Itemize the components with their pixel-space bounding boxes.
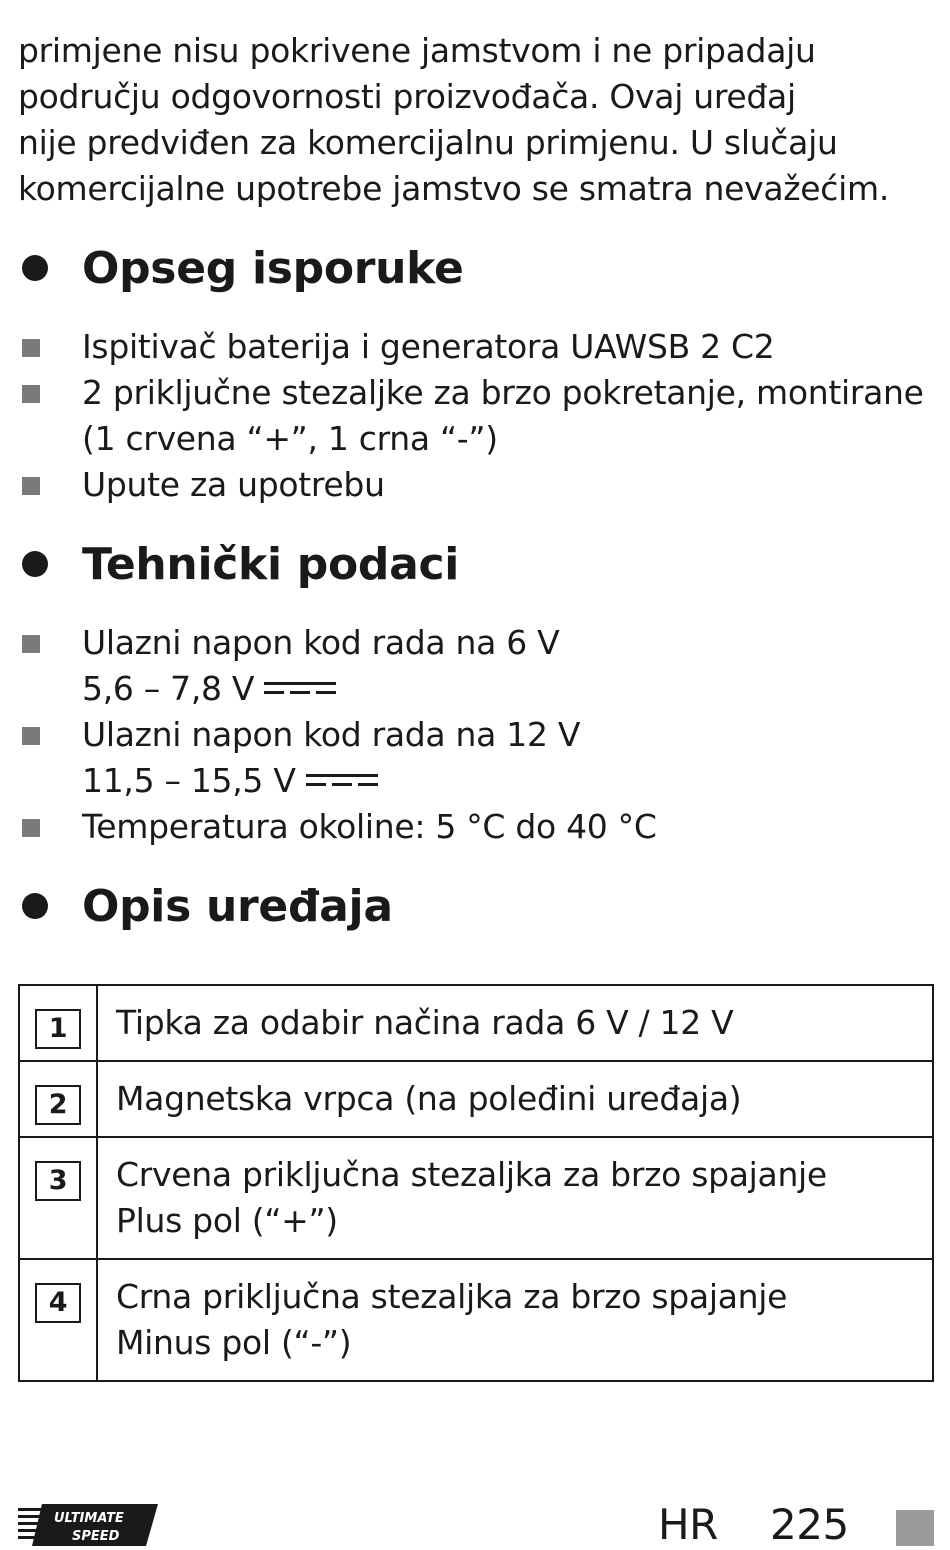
part-number: 4 bbox=[35, 1283, 81, 1323]
part-description: Magnetska vrpca (na poleđini uređaja) bbox=[97, 1061, 933, 1137]
direct-current-icon bbox=[264, 680, 336, 696]
part-description: Tipka za odabir načina rada 6 V / 12 V bbox=[97, 985, 933, 1061]
delivery-list bbox=[18, 324, 934, 508]
page-number: 225 bbox=[770, 1500, 849, 1549]
list-item: Ispitivač baterija i generatora UAWSB 2 C2 bbox=[18, 324, 934, 370]
intro-line: području odgovornosti proizvođača. Ovaj uređaj bbox=[18, 77, 796, 116]
list-item: Ulazni napon kod rada na 6 V 5,6 – 7,8 V bbox=[18, 620, 934, 712]
table-row bbox=[19, 1061, 933, 1137]
square-bullet-icon bbox=[22, 477, 40, 495]
square-bullet-icon bbox=[22, 635, 40, 653]
bullet-dot-icon bbox=[22, 551, 48, 577]
list-item: 2 priključne stezaljke za brzo pokretanje, montirane (1 crvena “+”, 1 crna “-”) bbox=[18, 370, 934, 462]
logo-line2: SPEED bbox=[72, 1529, 120, 1544]
table-row bbox=[19, 1137, 933, 1259]
list-item: Temperatura okoline: 5 °C do 40 °C bbox=[18, 804, 934, 850]
language-code: HR bbox=[658, 1500, 718, 1549]
table-row bbox=[19, 1259, 933, 1381]
page-marker bbox=[896, 1510, 934, 1546]
square-bullet-icon bbox=[22, 385, 40, 403]
part-number: 3 bbox=[35, 1161, 81, 1201]
part-number: 1 bbox=[35, 1009, 81, 1049]
list-item: Ulazni napon kod rada na 12 V 11,5 – 15,5 V bbox=[18, 712, 934, 804]
bullet-dot-icon bbox=[22, 893, 48, 919]
device-parts-table bbox=[18, 984, 934, 1382]
square-bullet-icon bbox=[22, 339, 40, 357]
part-description: Crvena priključna stezaljka za brzo spajanje Plus pol (“+”) bbox=[97, 1137, 933, 1259]
intro-paragraph bbox=[18, 28, 934, 212]
square-bullet-icon bbox=[22, 819, 40, 837]
technical-list bbox=[18, 620, 934, 850]
page-footer bbox=[0, 1490, 950, 1550]
logo-line1: ULTIMATE bbox=[54, 1511, 124, 1526]
bullet-dot-icon bbox=[22, 255, 48, 281]
page-content bbox=[18, 28, 934, 1382]
part-number: 2 bbox=[35, 1085, 81, 1125]
list-item: Upute za upotrebu bbox=[18, 462, 934, 508]
section-title: Opis uređaja bbox=[82, 880, 393, 932]
part-description: Crna priključna stezaljka za brzo spajanje Minus pol (“-”) bbox=[97, 1259, 933, 1381]
section-heading-technical bbox=[18, 536, 934, 592]
section-title: Opseg isporuke bbox=[82, 242, 464, 294]
direct-current-icon bbox=[306, 772, 378, 788]
intro-line: primjene nisu pokrivene jamstvom i ne pripadaju bbox=[18, 31, 816, 70]
ultimate-speed-logo bbox=[18, 1502, 158, 1548]
intro-line: komercijalne upotrebe jamstvo se smatra nevažećim. bbox=[18, 169, 890, 208]
section-heading-delivery bbox=[18, 240, 934, 296]
section-heading-description bbox=[18, 878, 934, 934]
section-title: Tehnički podaci bbox=[82, 538, 460, 590]
square-bullet-icon bbox=[22, 727, 40, 745]
table-row bbox=[19, 985, 933, 1061]
intro-line: nije predviđen za komercijalnu primjenu. U slučaju bbox=[18, 123, 838, 162]
